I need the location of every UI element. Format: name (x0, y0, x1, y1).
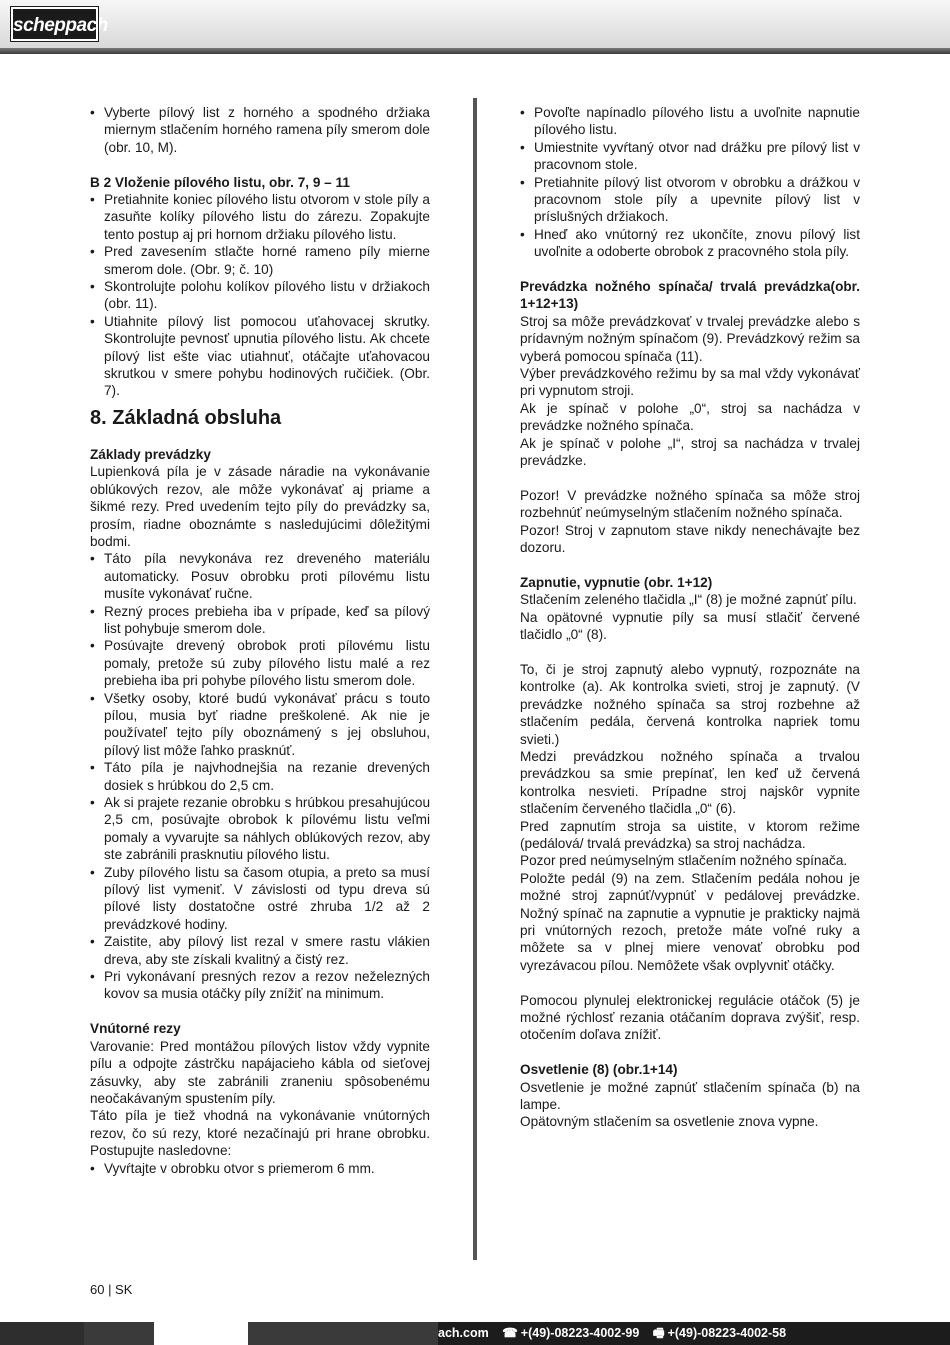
spacer (520, 557, 860, 574)
list-item: • Všetky osoby, ktoré budú vykonávať prácu s touto pílou, musia byť riadne preškolené. Ak nie je používateľ tejto píly oboznámený s jej obsluhou, pílový list môže ľahko prasknúť. (90, 690, 430, 760)
header-bar (0, 0, 950, 48)
right-column (520, 104, 860, 1131)
section-heading: B 2 Vloženie pílového listu, obr. 7, 9 – 11 (90, 174, 350, 190)
column-divider (473, 98, 477, 1260)
telephone-icon: ☎ (502, 1326, 518, 1340)
paragraph: Pozor pred neúmyselným stlačením nožného spínača. (520, 853, 848, 869)
fax-icon: 🖷 (652, 1326, 665, 1340)
list-item: • Povoľte napínadlo pílového listu a uvoľnite napnutie pílového listu. (520, 104, 860, 139)
paragraph: Osvetlenie je možné zapnúť stlačením spínača (b) na lampe. (520, 1079, 860, 1113)
list-item: • Hneď ako vnútorný rez ukončíte, znovu pílový list uvoľnite a odoberte obrobok z pracovného stola píly. (520, 226, 860, 261)
list-item: • Posúvajte drevený obrobok proti pílovému listu pomaly, pretože sú zuby pílového listu malé a rez prebieha iba pri pohybe pílového listu smerom dole. (90, 637, 430, 689)
paragraph: Pozor! Stroj v zapnutom stave nikdy nenechávajte bez dozoru. (520, 522, 860, 556)
paragraph: Stroj sa môže prevádzkovať v trvalej prevádzke alebo s prídavným nožným spínačom (9). Prevádzkový režim sa vyberá pomocou spínača (11). (520, 313, 860, 364)
list-item: • Zaistite, aby pílový list rezal v smere rastu vlákien dreva, aby ste získali kvalitný a čistý rez. (90, 933, 430, 968)
paragraph: Opätovným stlačením sa osvetlenie znova vypne. (520, 1114, 819, 1130)
spacer (90, 156, 430, 173)
chapter-title: 8. Základná obsluha (90, 406, 282, 429)
list-item: • Skontrolujte polohu kolíkov pílového listu v držiakoch (obr. 11). (90, 278, 430, 313)
website-text[interactable]: ach.com (438, 1326, 489, 1340)
section-heading: Prevádzka nožného spínača/ trvalá prevádzka(obr. 1+12+13) (520, 279, 860, 312)
list-item: • Pred zavesením stlačte horné rameno píly mierne smerom dole. (Obr. 9; č. 10) (90, 243, 430, 278)
paragraph: To, či je stroj zapnutý alebo vypnutý, rozpoznáte na kontrolke (a). Ak kontrolka svieti, stroj je zapnutý. (V prevádzke nožného spínača sa stroj rozbehne až stlačením pedála, červená kontrolka napriek tomu svieti.) (520, 661, 860, 747)
list-item: • Zuby pílového listu sa časom otupia, a preto sa musí pílový list vymeniť. V závislosti od typu dreva sú pílové listy dostatočne ostré zhruba 1/2 až 2 prevádzkové hodiny. (90, 864, 430, 934)
paragraph: Položte pedál (9) na zem. Stlačením pedála nohou je možné stroj zapnúť/vypnúť v pedálovej prevádzke. Nožný spínač na zapnutie a vypnutie je prakticky najmä pri vnútorných rezoch, pretože máte voľné ruky a môžete sa v plnej miere venovať obrobku pod vyrezávacou pílou. Nemôžete však ovplyvniť otáčky. (520, 870, 860, 973)
list-item: • Vyberte pílový list z horného a spodného držiaka miernym stlačením horného ramena píly smerom dole (obr. 10, M). (90, 104, 430, 156)
bullet-list (90, 104, 430, 156)
spacer (520, 644, 860, 661)
paragraph: Pred zapnutím stroja sa uistite, v ktorom režime (pedálová/ trvalá prevádzka) sa stroj nachádza. (520, 818, 860, 851)
spacer (520, 470, 860, 487)
paragraph: Pozor! V prevádzke nožného spínača sa môže stroj rozbehnúť neúmyselným stlačením nožného spínača. (520, 487, 860, 521)
list-item: • Vyvŕtajte v obrobku otvor s priemerom 6 mm. (90, 1160, 430, 1177)
list-item: • Táto píla nevykonáva rez dreveného materiálu automaticky. Posuv obrobku proti pílovému listu musíte vykonávať ručne. (90, 550, 430, 602)
paragraph: Na opätovné vypnutie píly sa musí stlačiť červené tlačidlo „0“ (8). (520, 609, 860, 643)
spacer (90, 1003, 430, 1020)
page-number: 60 | SK (90, 1282, 133, 1297)
list-item: • Umiestnite vyvŕtaný otvor nad drážku pre pílový list v pracovnom stole. (520, 139, 860, 174)
left-column (90, 104, 430, 1177)
list-item: • Rezný proces prebieha iba v prípade, keď sa pílový list pohybuje smerom dole. (90, 603, 430, 638)
section-heading: Zapnutie, vypnutie (obr. 1+12) (520, 574, 713, 590)
fax-text: +(49)-08223-4002-58 (667, 1326, 787, 1340)
footer-contact (438, 1322, 786, 1345)
bullet-list (90, 191, 430, 400)
bullet-list (520, 104, 860, 261)
header-rule (0, 48, 950, 54)
paragraph: Pomocou plynulej elektronickej regulácie otáčok (5) je možné rýchlosť rezania otáčaním doprava zvýšiť, resp. otočením doľava znížiť. (520, 992, 860, 1043)
section-heading: Vnútorné rezy (90, 1021, 181, 1037)
bullet-list (90, 550, 430, 1003)
spacer (520, 974, 860, 991)
paragraph: Ak je spínač v polohe „I“, stroj sa nachádza v trvalej prevádzke. (520, 435, 860, 469)
paragraph: Stlačením zeleného tlačidla „I“ (8) je možné zapnúť pílu. (520, 592, 857, 608)
paragraph: Výber prevádzkového režimu by sa mal vždy vykonávať pri vypnutom stroji. (520, 366, 860, 399)
list-item: • Pri vykonávaní presných rezov a rezov neželezných kovov sa musia otáčky píly znížiť na minimum. (90, 968, 430, 1003)
list-item: • Utiahnite pílový list pomocou uťahovacej skrutky. Skontrolujte pevnosť upnutia pílového listu. Ak chcete pílový list ešte viac utiahnuť, otáčajte uťahovacou skrutkou v smere pohybu hodinových ručičiek. (Obr. 7). (90, 313, 430, 400)
paragraph: Táto píla je tiež vhodná na vykonávanie vnútorných rezov, čo sú rezy, ktoré nezačínajú pri hrane obrobku. Postupujte nasledovne: (90, 1108, 430, 1159)
spacer (520, 261, 860, 278)
list-item: • Táto píla je najvhodnejšia na rezanie drevených dosiek s hrúbkou do 2,5 cm. (90, 759, 430, 794)
paragraph: Lupienková píla je v zásade náradie na vykonávanie oblúkových rezov, ale môže vykonávať aj priame a šikmé rezy. Pred uvedením tejto píly do prevádzky sa, prosím, riadne oboznámte s nasledujúcimi dôležitými bodmi. (90, 464, 430, 549)
spacer (520, 1044, 860, 1061)
section-heading: Osvetlenie (8) (obr.1+14) (520, 1062, 678, 1078)
list-item: • Pretiahnite koniec pílového listu otvorom v stole píly a zasuňte kolíky pílového listu do zárezu. Zopakujte tento postup aj pri hornom držiaku pílového listu. (90, 191, 430, 243)
phone-text: +(49)-08223-4002-99 (520, 1326, 640, 1340)
brand-logo: scheppach (11, 7, 98, 41)
list-item: • Ak si prajete rezanie obrobku s hrúbkou presahujúcou 2,5 cm, posúvajte obrobok k pílovému listu veľmi pomaly a vyvarujte sa náhlych oblúkových rezov, aby ste zabránili prasknutiu pílového listu. (90, 794, 430, 864)
section-heading: Základy prevádzky (90, 446, 211, 462)
bullet-list (90, 1160, 430, 1177)
paragraph: Varovanie: Pred montážou pílových listov vždy vypnite pílu a odpojte zástrčku napájacieho kábla od sieťovej zásuvky, aby ste zabránili zraneniu spôsobenému neočakávaným spustením píly. (90, 1038, 430, 1106)
paragraph: Ak je spínač v polohe „0“, stroj sa nachádza v prevádzke nožného spínača. (520, 400, 860, 434)
list-item: • Pretiahnite pílový list otvorom v obrobku a drážkou v pracovnom stole píly a upevnite pílový list v príslušných držiakoch. (520, 174, 860, 226)
paragraph: Medzi prevádzkou nožného spínača a trvalou prevádzkou sa smie prepínať, len keď už červená kontrolka nesvieti. Prípadne stroj najskôr vypnite stlačením červeného tlačidla „0“ (6). (520, 748, 860, 817)
